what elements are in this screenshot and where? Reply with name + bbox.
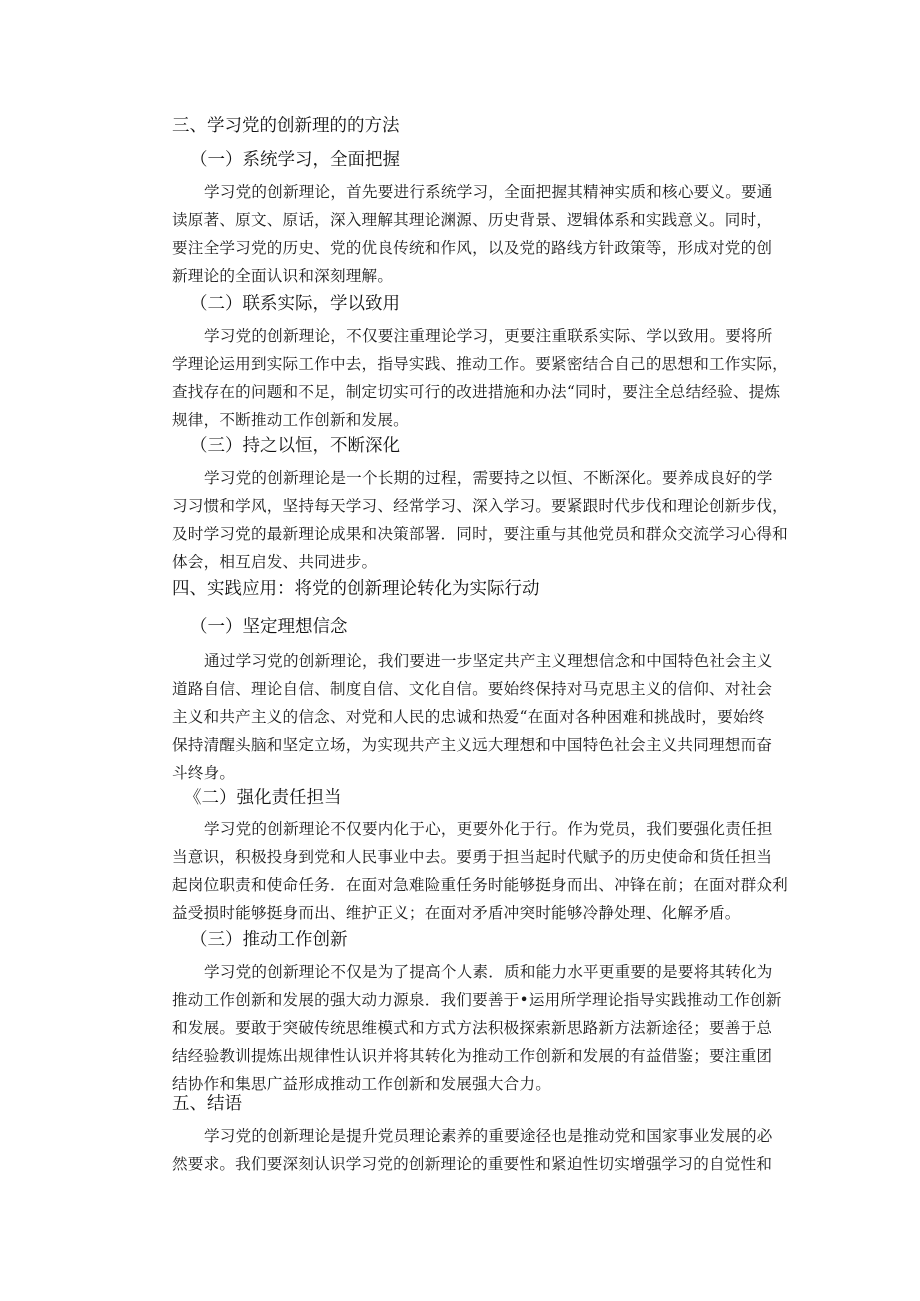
- section-heading: 五、结语: [172, 1094, 242, 1114]
- paragraph-line: 学习党的创新理论不仅是为了提高个人素．质和能力水平更重要的是要将其转化为: [204, 963, 773, 981]
- paragraph-line: 学习党的创新理论是提升党员理论素养的重要途径也是推动党和国家事业发展的必: [204, 1127, 773, 1145]
- paragraph-line: 道路自信、理论自信、制度自信、文化自信。要始终保持对马克思主义的信仰、对社会: [172, 680, 773, 698]
- paragraph-line: 体会，相互启发、共同进步。: [172, 553, 378, 571]
- subsection-heading: （一）坚定理想信念: [190, 617, 348, 637]
- subsection-heading: （一）系统学习，全面把握: [190, 150, 400, 170]
- paragraph-line: 要注全学习党的历史、党的优良传统和作风，以及党的路线方针政策等，形成对党的创: [172, 239, 773, 257]
- paragraph: [172, 647, 828, 787]
- section-heading: 四、实践应用：将党的创新理论转化为实际行动: [172, 579, 540, 599]
- paragraph-line: 益受损时能够挺身而出、维护正义；在面对矛盾冲突时能够冷静处理、化解矛盾。: [172, 904, 741, 922]
- paragraph-line: 结经验教训提炼出规律性认识并将其转化为推动工作创新和发展的有益借鉴；要注重团: [172, 1047, 773, 1065]
- subsection-heading: 《二）强化责任担当: [184, 788, 342, 808]
- paragraph-line: 结协作和集思广益形成推动工作创新和发展强大合力。: [172, 1075, 552, 1093]
- paragraph-line: 及时学习党的最新理论成果和决策部署．同时，要注重与其他党员和群众交流学习心得和: [172, 525, 788, 543]
- paragraph-line: 查找存在的问题和不足，制定切实可行的改进措施和办法“同时，要注全总结经验、提炼: [172, 383, 781, 401]
- paragraph-line: 当意识，积极投身到党和人民事业中去。要勇于担当起时代赋予的历史使命和货任担当: [172, 848, 773, 866]
- subsection-heading: （三）推动工作创新: [190, 930, 348, 950]
- section-heading: 三、学习党的创新理的的方法: [172, 116, 400, 136]
- paragraph-line: 学习党的创新理论是一个长期的过程，需要持之以恒、不断深化。要养成良好的学: [204, 469, 773, 487]
- paragraph-line: 读原著、原文、原话，深入理解其理论渊源、历史背景、逻辑体系和实践意义。同时，: [172, 211, 773, 229]
- subsection-heading: （二）联系实际，学以致用: [190, 294, 400, 314]
- paragraph: [172, 464, 828, 576]
- paragraph-line: 新理论的全面认识和深刻理解。: [172, 267, 394, 285]
- paragraph: [172, 178, 828, 290]
- subsection-heading: （三）持之以恒，不断深化: [190, 436, 400, 456]
- paragraph-line: 和发展。要敢于突破传统思维模式和方式方法积极探索新思路新方法新途径；要善于总: [172, 1019, 773, 1037]
- paragraph: [172, 815, 828, 927]
- paragraph-line: 然要求。我们要深刻认识学习党的创新理论的重要性和紧迫性切实增强学习的自觉性和: [172, 1155, 773, 1173]
- paragraph: [172, 958, 828, 1098]
- paragraph: [172, 1122, 828, 1178]
- paragraph-line: 通过学习党的创新理论，我们要进一步坚定共产主义理想信念和中国特色社会主义: [204, 652, 773, 670]
- paragraph-line: 起岗位职责和使命任务．在面对急难险重任务时能够挺身而出、冲锋在前；在面对群众利: [172, 876, 788, 894]
- paragraph-line: 学习党的创新理论，首先要进行系统学习，全面把握其精神实质和核心要义。要通: [204, 183, 773, 201]
- paragraph: [172, 322, 828, 434]
- paragraph-line: 规律，不断推动工作创新和发展。: [172, 411, 409, 429]
- paragraph-line: 学理论运用到实际工作中去，指导实践、推动工作。要紧密结合自己的思想和工作实际，: [172, 355, 788, 373]
- paragraph-line: 学习党的创新理论不仅要内化于心，更要外化于行。作为党员，我们要强化责任担: [204, 820, 773, 838]
- paragraph-line: 保持清醒头脑和坚定立场，为实现共产主义远大理想和中国特色社会主义共同理想而奋: [172, 736, 773, 754]
- paragraph-line: 推动工作创新和发展的强大动力源泉．我们要善于•运用所学理论指导实践推动工作创新: [172, 991, 782, 1009]
- paragraph-line: 斗终身。: [172, 764, 236, 782]
- paragraph-line: 主义和共产主义的信念、对党和人民的忠诚和热爱“在面对各种困难和挑战时，要始终: [172, 708, 765, 726]
- paragraph-line: 学习党的创新理论，不仅要注重理论学习，更要注重联系实际、学以致用。要将所: [204, 327, 773, 345]
- paragraph-line: 习习惯和学风，坚持每天学习、经常学习、深入学习。要紧跟时代步伐和理论创新步伐，: [172, 497, 788, 515]
